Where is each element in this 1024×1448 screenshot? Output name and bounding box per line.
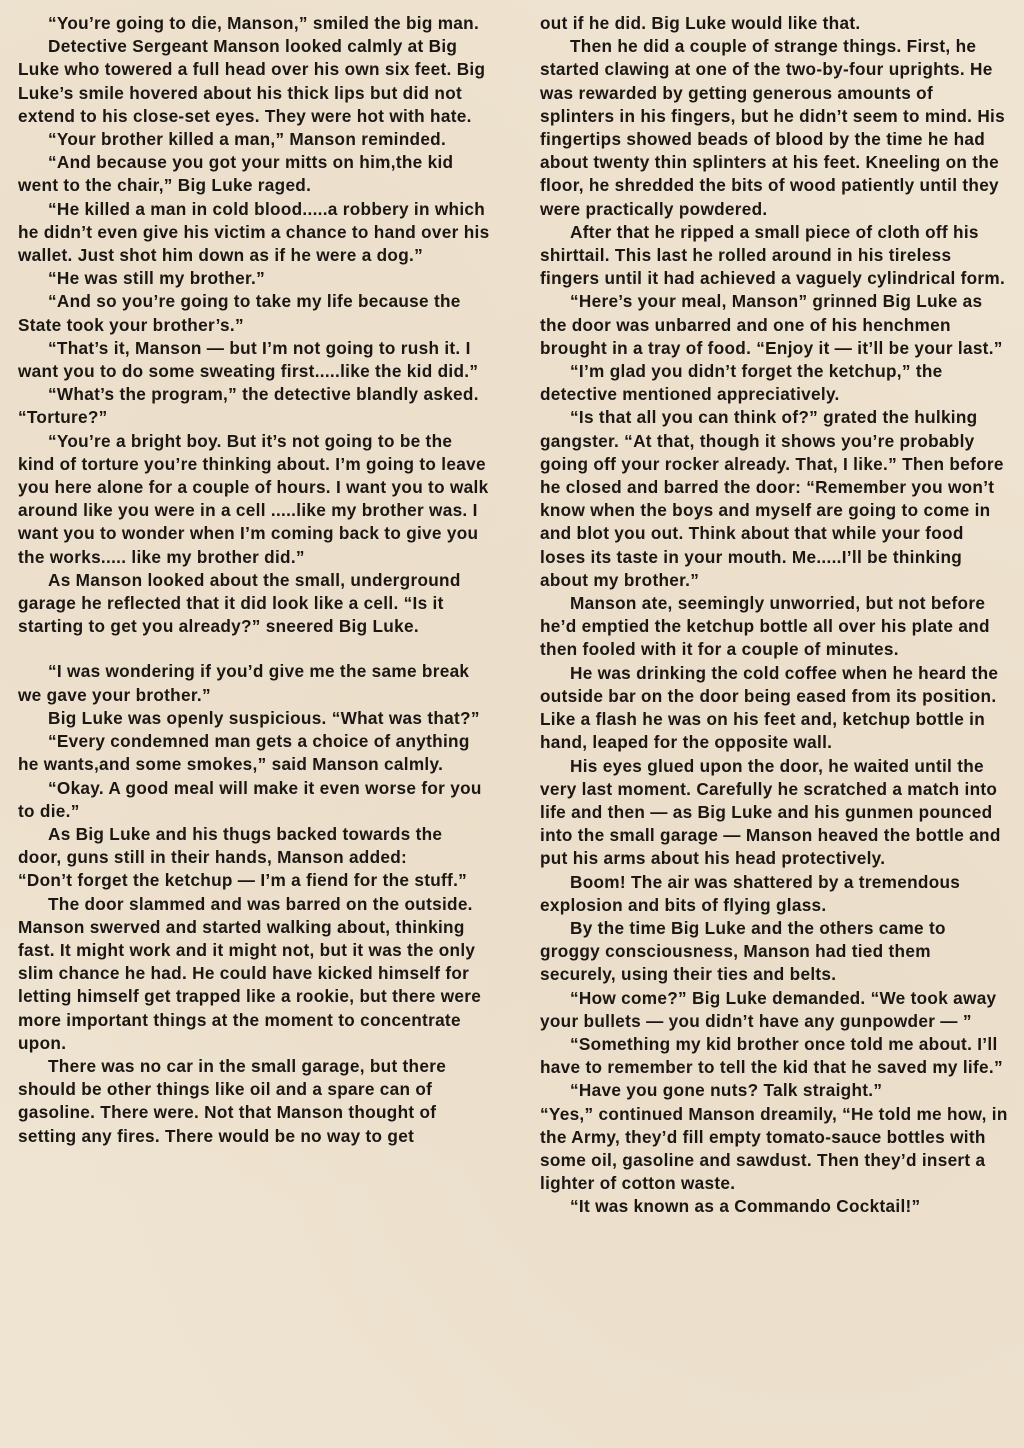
paragraph: “He was still my brother.” (48, 268, 265, 289)
paragraph: “Something my kid brother once told me about. I’ll have to remember to tell the kid that he saved my life.” (540, 1033, 1003, 1078)
paragraph: “What’s the program,” the detective blandly asked. “Torture?” (18, 384, 479, 428)
paragraph: “How come?” Big Luke demanded. “We took away your bullets — you didn’t have any gunpowder — ” (540, 987, 997, 1031)
paragraph: “And so you’re going to take my life because the State took your brother’s.” (18, 291, 461, 335)
paragraph: Manson ate, seemingly unworried, but not before he’d emptied the ketchup bottle all over his plate and then fooled with it for a couple of minutes. (540, 593, 990, 660)
paragraph: “That’s it, Manson — but I’m not going to rush it. I want you to do some sweating first.....like the kid did.” (18, 337, 479, 382)
left-column (18, 12, 490, 1148)
paragraph: out if he did. Big Luke would like that. (540, 13, 861, 33)
paragraph: As Manson looked about the small, underground garage he reflected that it did look like a cell. “Is it starting to get you already?” sneered Big Luke. (18, 569, 461, 637)
paragraph: “And because you got your mitts on him,the kid went to the chair,” Big Luke raged. (18, 152, 454, 196)
paragraph: “Okay. A good meal will make it even worse for you to die.” (18, 777, 482, 821)
paragraph: “Yes,” continued Manson dreamily, “He told me how, in the Army, they’d fill empty tomato-sauce bottles with some oil, gasoline and sawdust. Then they’d insert a lighter of cotton waste. (540, 1103, 1008, 1194)
paragraph: As Big Luke and his thugs backed towards the door, guns still in their hands, Manson added: (18, 823, 443, 868)
paragraph: “Your brother killed a man,” Manson reminded. (48, 129, 447, 150)
paragraph: “It was known as a Commando Cocktail!” (570, 1196, 921, 1217)
paragraph: “He killed a man in cold blood.....a robbery in which he didn’t even give his victim a chance to hand over his wallet. Just shot him down as if he were a dog.” (18, 198, 490, 266)
paragraph: Then he did a couple of strange things. First, he started clawing at one of the two-by-four uprights. He was rewarded by getting generous amounts of splinters in his fingers, but he didn’t seem to mind. His fingertips showed beads of blood by the time he had about twenty thin splinters at his feet. Kneeling on the floor, he shredded the bits of wood patiently until they were practically powdered. (540, 36, 1005, 219)
paragraph: After that he ripped a small piece of cloth off his shirttail. This last he rolled around in his tireless fingers until it had achieved a vaguely cylindrical form. (540, 221, 1006, 289)
paragraph: Big Luke was openly suspicious. “What was that?” (48, 707, 480, 728)
paragraph: “Here’s your meal, Manson” grinned Big Luke as the door was unbarred and one of his henchmen brought in a tray of food. “Enjoy it — it’ll be your last.” (540, 291, 1003, 358)
paragraph: “Don’t forget the ketchup — I’m a fiend for the stuff.” (18, 870, 468, 891)
paragraph: There was no car in the small garage, but there should be other things like oil and a spare can of gasoline. There were. Not that Manson thought of setting any fires. There would be no way to get (18, 1055, 447, 1146)
paragraph: Detective Sergeant Manson looked calmly at Big Luke who towered a full head over his own six feet. Big Luke’s smile hovered about his thick lips but did not extend to his close-set eyes. They were hot with hate. (18, 36, 486, 126)
paragraph: “Have you gone nuts? Talk straight.” (570, 1080, 883, 1101)
paragraph: “You’re going to die, Manson,” smiled the big man. (48, 13, 480, 33)
paragraph: By the time Big Luke and the others came to groggy consciousness, Manson had tied them securely, using their ties and belts. (540, 917, 946, 985)
paragraph: “Every condemned man gets a choice of anything he wants,and some smokes,” said Manson calmly. (18, 731, 470, 775)
paragraph: He was drinking the cold coffee when he heard the outside bar on the door being eased from its position. Like a flash he was on his feet and, ketchup bottle in hand, leaped for the opposite wall. (540, 662, 999, 753)
paragraph: “I’m glad you didn’t forget the ketchup,” the detective mentioned appreciatively. (540, 361, 943, 405)
paragraph: His eyes glued upon the door, he waited until the very last moment. Carefully he scratched a match into life and then — as Big Luke and his gunmen pounced into the small garage — Manson heaved the bottle and put his arms about his head protectively. (540, 755, 1001, 869)
right-column (540, 12, 1010, 1219)
paragraph: “I was wondering if you’d give me the same break we gave your brother.” (18, 661, 470, 705)
paragraph: “Is that all you can think of?” grated the hulking gangster. “At that, though it shows you’re probably going off your rocker already. That, I like.” Then before he closed and barred the door: “Remember you won’t know when the boys and myself are going to come in and blot you out. Think about that while your food loses its taste in your mouth. Me.....I’ll be thinking about my brother.” (540, 407, 1004, 590)
paragraph: “You’re a bright boy. But it’s not going to be the kind of torture you’re thinking about. I’m going to leave you here alone for a couple of hours. I want you to walk around like you were in a cell .....like my brother was. I want you to wonder when I’m coming back to give you the works..... like my brother did.” (18, 430, 489, 567)
paragraph: The door slammed and was barred on the outside. Manson swerved and started walking about, thinking fast. It might work and it might not, but it was the only slim chance he had. He could have kicked himself for letting himself get trapped like a rookie, but there were more important things at the moment to concentrate upon. (18, 893, 482, 1053)
paragraph: Boom! The air was shattered by a tremendous explosion and bits of flying glass. (540, 871, 961, 915)
